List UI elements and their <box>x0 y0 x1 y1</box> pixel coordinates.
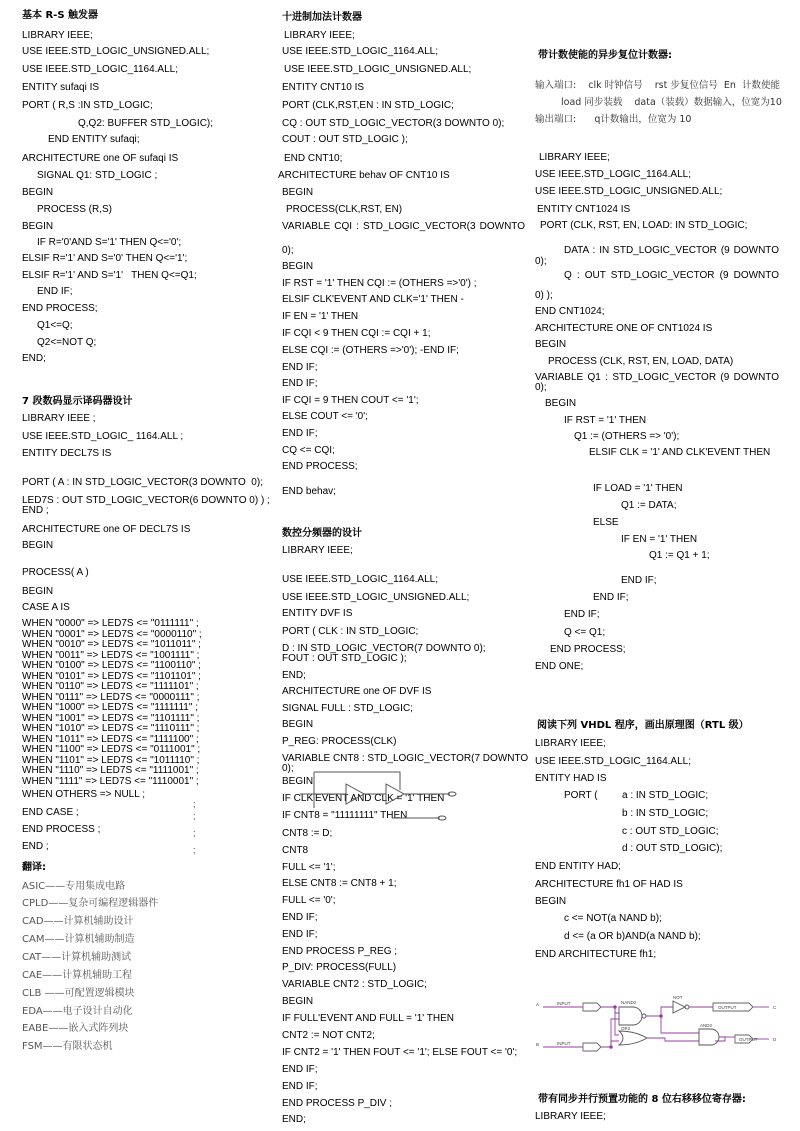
code-line: END; <box>22 353 46 364</box>
column-3 <box>535 0 783 1131</box>
schematic-input-a: A <box>536 1002 540 1007</box>
code-line: ENTITY DECL7S IS <box>22 448 112 459</box>
code-line: IF LOAD = '1' THEN <box>593 483 683 494</box>
column-2 <box>278 0 529 1131</box>
code-line: BEGIN <box>535 896 567 907</box>
code-line: END PROCESS ; <box>22 824 101 835</box>
glossary-title: 翻译: <box>22 862 46 873</box>
code-line: WHEN "0101" => LED7S <= "1101101" ; <box>22 670 201 682</box>
code-line: END ; <box>22 505 49 516</box>
code-line: LED7S : OUT STD_LOGIC_VECTOR(6 DOWNTO 0) ) ; <box>22 495 270 506</box>
code-line: Q1 := (OTHERS => '0'); <box>574 431 680 442</box>
code-line: PROCESS (R,S) <box>37 204 113 215</box>
code-line: P_DIV: PROCESS(FULL) <box>282 962 397 973</box>
code-line: d : OUT STD_LOGIC); <box>622 843 723 854</box>
code-line: FOUT : OUT STD_LOGIC ); <box>282 653 407 664</box>
code-line: 0); <box>282 245 294 256</box>
code-line: USE IEEE.STD_LOGIC_UNSIGNED.ALL; <box>282 592 470 603</box>
port-description: 输入端口: clk 时钟信号 rst 步复位信号 En 计数使能 <box>535 80 780 91</box>
code-line: BEGIN <box>282 261 314 272</box>
column-1 <box>22 0 272 1131</box>
code-line: ELSIF CLK = '1' AND CLK'EVENT THEN <box>589 447 771 458</box>
code-line: Q2<=NOT Q; <box>37 337 97 348</box>
code-line: USE IEEE.STD_LOGIC_1164.ALL; <box>535 756 692 767</box>
schematic-output-tag: OUTPUT <box>739 1037 758 1042</box>
code-line: LIBRARY IEEE; <box>535 738 606 749</box>
code-line: ARCHITECTURE one OF sufaqi IS <box>22 153 179 164</box>
glossary-item: EABE——嵌入式阵列块 <box>22 1023 129 1034</box>
code-line: WHEN "1111" => LED7S <= "1110001" ; <box>22 775 199 787</box>
code-line: BEGIN <box>282 996 314 1007</box>
code-line: USE IEEE.STD_LOGIC_1164.ALL; <box>535 169 692 180</box>
code-line: END PROCESS; <box>22 303 98 314</box>
code-line: IF R='0'AND S='1' THEN Q<='0'; <box>37 237 182 248</box>
code-line: USE IEEE.STD_LOGIC_1164.ALL; <box>22 64 179 75</box>
code-line: Q1<=Q; <box>37 320 73 331</box>
code-line: END; <box>282 670 306 681</box>
code-line: SIGNAL Q1: STD_LOGIC ; <box>37 170 158 181</box>
code-line: BEGIN <box>545 398 577 409</box>
code-line: ENTITY CNT10 IS <box>282 82 365 93</box>
code-line: ELSIF R='1' AND S='1' THEN Q<=Q1; <box>22 270 197 281</box>
code-line: CNT2 := NOT CNT2; <box>282 1030 375 1041</box>
port-description: 输出端口: q计数输出，位宽为 10 <box>535 114 692 125</box>
code-line: ARCHITECTURE ONE OF CNT1024 IS <box>535 323 713 334</box>
code-line: b : IN STD_LOGIC; <box>622 808 709 819</box>
code-line: END PROCESS; <box>282 461 358 472</box>
code-line: USE IEEE.STD_LOGIC_UNSIGNED.ALL; <box>535 186 723 197</box>
code-line: WHEN OTHERS => NULL ; <box>22 789 145 800</box>
code-line: END IF; <box>593 592 629 603</box>
code-line: ARCHITECTURE fh1 OF HAD IS <box>535 879 683 890</box>
code-line: WHEN "0010" => LED7S <= "1011011" ; <box>22 639 201 650</box>
code-line: CNT8 <box>282 845 309 856</box>
async-counter-title: 带计数使能的异步复位计数器: <box>538 50 672 61</box>
schematic-output-d: D <box>773 1037 777 1042</box>
code-line: PORT ( <box>564 790 598 801</box>
code-line: BEGIN <box>282 719 314 730</box>
code-line: WHEN "1101" => LED7S <= "1011110" ; <box>22 754 200 766</box>
code-line: FULL <= '0'; <box>282 895 336 906</box>
code-line: Q,Q2: BUFFER STD_LOGIC); <box>78 118 214 129</box>
glossary-item: ASIC——专用集成电路 <box>22 881 126 892</box>
glossary-item: CLB ——可配置逻辑模块 <box>22 988 135 999</box>
glossary-item: CAT——计算机辅助测试 <box>22 952 132 963</box>
code-line: END ARCHITECTURE fh1; <box>535 949 657 960</box>
code-line: BEGIN <box>22 540 54 551</box>
code-line: END IF; <box>282 912 318 923</box>
code-line: ENTITY HAD IS <box>535 773 607 784</box>
code-line: CQ : OUT STD_LOGIC_VECTOR(3 DOWNTO 0); <box>282 118 505 129</box>
code-line: FULL <= '1'; <box>282 862 336 873</box>
code-line: ARCHITECTURE one OF DVF IS <box>282 686 432 697</box>
code-line: WHEN "1000" => LED7S <= "1111111" ; <box>22 702 198 713</box>
code-line: END IF; <box>621 575 657 586</box>
code-line: ENTITY sufaqi IS <box>22 82 100 93</box>
code-line: END IF; <box>282 1081 318 1092</box>
semicolon: ; <box>193 828 196 838</box>
code-line: END ENTITY HAD; <box>535 861 621 872</box>
had-rtl-schematic <box>535 995 785 1060</box>
had-question-title: 阅读下列 VHDL 程序，画出原理图（RTL 级） <box>537 720 749 731</box>
code-line: USE IEEE.STD_LOGIC_1164.ALL; <box>282 46 439 57</box>
code-line: IF CNT8 = "11111111" THEN <box>282 810 408 821</box>
code-line: SIGNAL FULL : STD_LOGIC; <box>282 703 413 714</box>
code-line: COUT : OUT STD_LOGIC ); <box>282 134 408 145</box>
code-line: END PROCESS P_REG ; <box>282 946 398 957</box>
code-line: ARCHITECTURE one OF DECL7S IS <box>22 524 191 535</box>
code-line: WHEN "0011" => LED7S <= "1001111" ; <box>22 649 200 661</box>
code-line: VARIABLE CNT2 : STD_LOGIC; <box>282 979 427 990</box>
schematic-input-b: B <box>536 1042 540 1047</box>
code-line: BEGIN <box>535 339 567 350</box>
code-line: END ONE; <box>535 661 584 672</box>
code-line: d <= (a OR b)AND(a NAND b); <box>564 931 701 942</box>
schematic-and-label: AND2 <box>700 1023 713 1028</box>
divider-design-title: 数控分频器的设计 <box>282 528 362 539</box>
code-line: END IF; <box>282 362 318 373</box>
code-line: PORT (CLK,RST,EN : IN STD_LOGIC; <box>282 100 454 111</box>
code-line: END PROCESS; <box>550 644 626 655</box>
shift-register-title: 带有同步并行预置功能的 8 位右移移位寄存器: <box>538 1094 746 1105</box>
code-line: IF EN = '1' THEN <box>621 534 698 545</box>
glossary-item: CPLD——复杂可编程逻辑器件 <box>22 898 159 909</box>
code-line: END PROCESS P_DIV ; <box>282 1098 393 1109</box>
code-line: IF CNT2 = '1' THEN FOUT <= '1'; ELSE FOUT <= '0'; <box>282 1047 518 1058</box>
code-line: D : IN STD_LOGIC_VECTOR(7 DOWNTO 0); <box>282 643 486 654</box>
code-line: WHEN "0100" => LED7S <= "1100110" ; <box>22 660 201 671</box>
code-line: ARCHITECTURE behav OF CNT10 IS <box>278 170 450 181</box>
code-line: IF CQI < 9 THEN CQI := CQI + 1; <box>282 328 431 339</box>
seg-decoder-title: 7 段数码显示译码器设计 <box>22 396 133 407</box>
code-line: LIBRARY IEEE; <box>539 152 610 163</box>
semicolon: ; <box>193 845 196 855</box>
code-line: LIBRARY IEEE; <box>282 545 353 556</box>
code-line: PROCESS (CLK, RST, EN, LOAD, DATA) <box>548 356 734 367</box>
code-line: WHEN "0001" => LED7S <= "0000110" ; <box>22 628 202 640</box>
code-line: PORT ( R,S :IN STD_LOGIC; <box>22 100 153 111</box>
code-line: BEGIN <box>282 776 314 787</box>
code-line: Q : OUT STD_LOGIC_VECTOR (9 DOWNTO <box>564 270 779 281</box>
code-line: PORT ( CLK : IN STD_LOGIC; <box>282 626 419 637</box>
code-line: END behav; <box>282 486 336 497</box>
code-line: END CNT1024; <box>535 306 605 317</box>
code-line: PORT (CLK, RST, EN, LOAD: IN STD_LOGIC; <box>540 220 748 231</box>
code-line: IF EN = '1' THEN <box>282 311 359 322</box>
code-line: 0) ); <box>535 290 553 301</box>
code-line: END IF; <box>282 929 318 940</box>
code-line: VARIABLE Q1 : STD_LOGIC_VECTOR (9 DOWNTO <box>535 372 779 383</box>
code-line: c : OUT STD_LOGIC; <box>622 826 719 837</box>
code-line: BEGIN <box>22 187 54 198</box>
code-line: LIBRARY IEEE; <box>284 30 355 41</box>
code-line: USE IEEE.STD_LOGIC_UNSIGNED.ALL; <box>284 64 472 75</box>
code-line: END IF; <box>564 609 600 620</box>
semicolon: ; <box>193 799 196 809</box>
glossary-item: EDA——电子设计自动化 <box>22 1006 133 1017</box>
code-line: PORT ( A : IN STD_LOGIC_VECTOR(3 DOWNTO 0); <box>22 477 263 488</box>
port-description: load 同步装载 data（装载）数据输入，位宽为10 <box>561 97 782 108</box>
code-line: ELSE CNT8 := CNT8 + 1; <box>282 878 397 889</box>
code-line: BEGIN <box>22 221 54 232</box>
schematic-input-tag: INPUT <box>557 1041 571 1046</box>
code-line: Q1 := Q1 + 1; <box>649 550 710 561</box>
code-line: IF CLK'EVENT AND CLK = '1' THEN <box>282 793 445 804</box>
code-line: USE IEEE.STD_LOGIC_1164.ALL; <box>282 574 439 585</box>
code-line: PROCESS(CLK,RST, EN) <box>286 204 403 215</box>
code-line: IF RST = '1' THEN <box>564 415 647 426</box>
code-line: WHEN "1010" => LED7S <= "1110111" ; <box>22 723 200 734</box>
schematic-or-label: OR2 <box>621 1026 631 1031</box>
code-line: ELSIF CLK'EVENT AND CLK='1' THEN - <box>282 294 464 305</box>
code-line: Q <= Q1; <box>564 627 606 638</box>
code-line: LIBRARY IEEE; <box>535 1111 606 1122</box>
code-line: WHEN "0111" => LED7S <= "0000111" ; <box>22 691 200 703</box>
code-line: 0); <box>282 763 294 774</box>
code-line: USE IEEE.STD_LOGIC_ 1164.ALL ; <box>22 431 184 442</box>
code-line: END ; <box>22 841 49 852</box>
code-line: USE IEEE.STD_LOGIC_UNSIGNED.ALL; <box>22 46 210 57</box>
code-line: BEGIN <box>22 586 54 597</box>
code-line: ENTITY DVF IS <box>282 608 353 619</box>
code-line: a : IN STD_LOGIC; <box>622 790 709 801</box>
schematic-nand-label: NAND2 <box>621 1000 637 1005</box>
code-line: ELSIF R='1' AND S='0' THEN Q<='1'; <box>22 253 188 264</box>
code-line: WHEN "1100" => LED7S <= "0111001" ; <box>22 744 201 755</box>
decade-counter-title: 十进制加法计数器 <box>282 12 362 23</box>
code-line: VARIABLE CQI : STD_LOGIC_VECTOR(3 DOWNTO <box>282 221 525 232</box>
code-line: DATA : IN STD_LOGIC_VECTOR (9 DOWNTO <box>564 245 779 256</box>
code-line: LIBRARY IEEE ; <box>22 413 96 424</box>
code-line: ELSE CQI := (OTHERS =>'0'); -END IF; <box>282 345 459 356</box>
rs-flipflop-title: 基本 R-S 触发器 <box>22 10 99 21</box>
code-line: IF RST = '1' THEN CQI := (OTHERS =>'0') ; <box>282 278 477 289</box>
schematic-not-label: NOT <box>673 995 683 1000</box>
glossary-item: CAE——计算机辅助工程 <box>22 970 133 981</box>
code-line: END; <box>282 1114 306 1125</box>
code-line: P_REG: PROCESS(CLK) <box>282 736 397 747</box>
schematic-output-c: C <box>773 1005 777 1010</box>
code-line: CASE A IS <box>22 602 70 613</box>
code-line: PROCESS( A ) <box>22 567 89 578</box>
code-line: END ENTITY sufaqi; <box>48 134 140 145</box>
code-line: CNT8 := D; <box>282 828 333 839</box>
glossary-item: CAD——计算机辅助设计 <box>22 916 134 927</box>
code-line: Q1 := DATA; <box>621 500 677 511</box>
schematic-output-tag: OUTPUT <box>718 1005 737 1010</box>
code-line: CQ <= CQI; <box>282 445 335 456</box>
code-line: ENTITY CNT1024 IS <box>537 204 631 215</box>
code-line: WHEN "0000" => LED7S <= "0111111" ; <box>22 618 199 629</box>
code-line: 0); <box>535 256 547 267</box>
schematic-input-tag: INPUT <box>557 1001 571 1006</box>
code-line: ELSE COUT <= '0'; <box>282 411 368 422</box>
code-line: LIBRARY IEEE; <box>22 30 93 41</box>
code-line: IF CQI = 9 THEN COUT <= '1'; <box>282 395 419 406</box>
code-line: ELSE <box>593 517 619 528</box>
code-line: IF FULL'EVENT AND FULL = '1' THEN <box>282 1013 454 1024</box>
code-line: 0); <box>535 382 547 393</box>
code-line: c <= NOT(a NAND b); <box>564 913 662 924</box>
code-line: WHEN "1011" => LED7S <= "1111100" ; <box>22 733 199 745</box>
code-line: WHEN "0110" => LED7S <= "1111101" ; <box>22 681 199 692</box>
code-line: END CNT10; <box>284 153 343 164</box>
code-line: END IF; <box>282 1064 318 1075</box>
code-line: VARIABLE CNT8 : STD_LOGIC_VECTOR(7 DOWNTO <box>282 753 529 764</box>
code-line: END IF; <box>37 286 73 297</box>
stray-gate-sketch <box>300 768 460 828</box>
code-line: BEGIN <box>282 187 314 198</box>
code-line: WHEN "1001" => LED7S <= "1101111" ; <box>22 712 200 724</box>
code-line: WHEN "1110" => LED7S <= "1111001" ; <box>22 765 199 776</box>
glossary-item: CAM——计算机辅助制造 <box>22 934 135 945</box>
semicolon: ; <box>193 811 196 821</box>
code-line: END IF; <box>282 378 318 389</box>
glossary-item: FSM——有限状态机 <box>22 1041 113 1052</box>
code-line: END IF; <box>282 428 318 439</box>
code-line: END CASE ; <box>22 807 79 818</box>
